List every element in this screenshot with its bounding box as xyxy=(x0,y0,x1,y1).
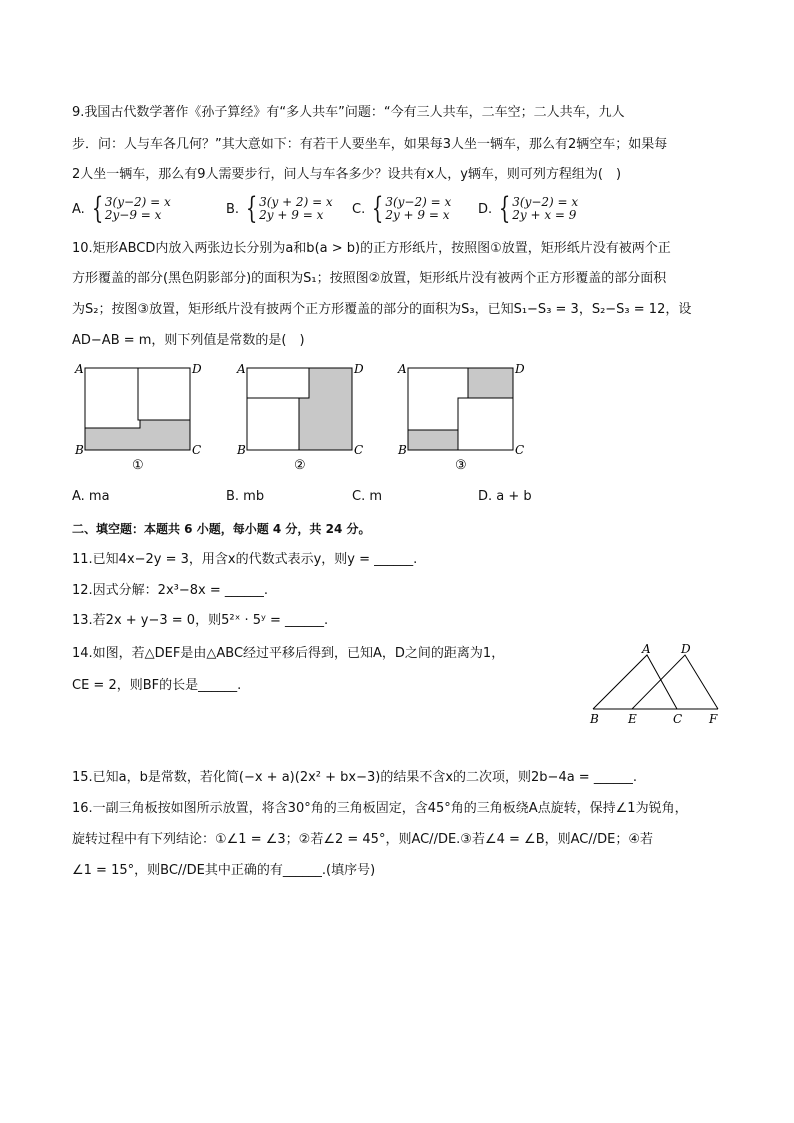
q15-text: 15.已知a，b是常数，若化简(−x + a)(2x² + bx−3)的结果不含x的二次项，则2b−4a = ______. xyxy=(72,770,637,785)
q12-text: 12.因式分解：2x³−8x = ______. xyxy=(72,583,268,598)
uncovered-top xyxy=(247,368,309,398)
q10-option-d[interactable]: D. a + b xyxy=(478,489,532,504)
square-b xyxy=(85,368,140,428)
label-b: B xyxy=(590,712,599,726)
label-f: F xyxy=(709,712,718,726)
equation-system xyxy=(385,196,451,222)
option-label: D. xyxy=(478,201,493,217)
square-b xyxy=(458,398,513,450)
label-a: A xyxy=(75,362,84,376)
triangle-abc xyxy=(593,655,677,709)
q10-line-1: 10.矩形ABCD内放入两张边长分别为a和b(a > b)的正方形纸片，按照图①放置，矩形纸片没有被两个正 xyxy=(72,241,671,256)
q16-line-3: ∠1 = 15°，则BC//DE其中正确的有______.(填序号) xyxy=(72,863,376,878)
option-label: A. xyxy=(72,201,85,217)
equation-1: 3(y−2) = x xyxy=(512,195,579,209)
section-heading: 二、填空题：本题共 6 小题，每小题 4 分，共 24 分。 xyxy=(72,522,371,536)
equation-1: 3(y−2) = x xyxy=(104,195,171,209)
option-label: B. xyxy=(226,201,240,217)
square-b xyxy=(247,398,299,450)
q14-line-1: 14.如图，若△DEF是由△ABC经过平移后得到，已知A，D之间的距离为1， xyxy=(72,646,505,661)
equation-system xyxy=(105,196,171,222)
label-a: A xyxy=(642,643,651,656)
q9-line-1: 9.我国古代数学著作《孙子算经》有“多人共车”问题：“今有三人共车，二车空；二人共车，九人 xyxy=(72,105,625,120)
q10-option-a[interactable]: A. ma xyxy=(72,489,110,504)
q16-line-2: 旋转过程中有下列结论：①∠1 = ∠3；②若∠2 = 45°，则AC//DE.③若∠4 = ∠B，则AC//DE；④若 xyxy=(72,832,653,847)
q10-line-3: 为S₂；按图③放置，矩形纸片没有披两个正方形覆盖的部分的面积为S₃，已知S₁−S₃ = 3，S₂−S₃ = 12，设 xyxy=(72,302,692,317)
q9-option-c[interactable] xyxy=(352,191,452,226)
equation-2: 2y + 9 = x xyxy=(385,208,450,222)
figure-1 xyxy=(74,362,202,473)
label-e: E xyxy=(628,712,637,726)
label-c: C xyxy=(515,443,525,457)
brace-icon: { xyxy=(245,191,258,226)
equation-1: 3(y + 2) = x xyxy=(259,195,333,209)
equation-system xyxy=(259,196,333,222)
q9-line-3: 2人坐一辆车，那么有9人需要步行，问人与车各多少？设共有x人，y辆车，则可列方程组为( ) xyxy=(72,167,622,182)
label-d: D xyxy=(515,362,525,376)
q16-line-1: 16.一副三角板按如图所示放置，将含30°角的三角板固定，含45°角的三角板绕A点旋转，保持∠1为锐角， xyxy=(72,801,688,816)
q9-line-2: 步．问：人与车各几何？”其大意如下：有若干人要坐车，如果每3人坐一辆车，那么有2辆空车；如果每 xyxy=(72,137,668,152)
label-d: D xyxy=(192,362,202,376)
q14-line-2: CE = 2，则BF的长是______. xyxy=(72,678,242,693)
q10-option-b[interactable]: B. mb xyxy=(226,489,265,504)
option-label: C. xyxy=(352,201,366,217)
shaded-top-right xyxy=(468,368,513,398)
triangle-def xyxy=(632,655,718,709)
q9-option-d[interactable] xyxy=(478,191,579,226)
label-a: A xyxy=(237,362,246,376)
q13-text: 13.若2x + y−3 = 0，则5²ˣ · 5ʸ = ______. xyxy=(72,613,329,628)
label-b: B xyxy=(75,443,84,457)
q10-line-4: AD−AB = m，则下列值是常数的是( ) xyxy=(72,333,305,348)
square-a xyxy=(138,368,190,420)
equation-1: 3(y−2) = x xyxy=(385,195,452,209)
label-c: C xyxy=(354,443,364,457)
q10-line-2: 方形覆盖的部分(黑色阴影部分)的面积为S₁；按照图②放置，矩形纸片没有被两个正方形覆盖的部分面积 xyxy=(72,271,667,286)
equation-2: 2y + x = 9 xyxy=(512,208,577,222)
q9-option-a[interactable] xyxy=(72,191,171,226)
equation-system xyxy=(512,196,578,222)
q11-text: 11.已知4x−2y = 3，用含x的代数式表示y，则y = ______. xyxy=(72,552,418,567)
figure-2 xyxy=(236,362,364,473)
equation-2: 2y + 9 = x xyxy=(259,208,324,222)
figure-caption: ③ xyxy=(455,458,467,473)
q10-option-c[interactable]: C. m xyxy=(352,489,383,504)
figure-caption: ② xyxy=(294,458,306,473)
q9-option-b[interactable] xyxy=(226,191,333,226)
label-c: C xyxy=(673,712,683,726)
equation-2: 2y−9 = x xyxy=(104,208,162,222)
brace-icon: { xyxy=(372,191,384,226)
shaded-bottom-left xyxy=(408,430,458,450)
label-c: C xyxy=(192,443,202,457)
q10-figures xyxy=(70,358,540,478)
label-d: D xyxy=(354,362,364,376)
figure-3 xyxy=(397,362,525,473)
q14-translation-figure xyxy=(585,643,725,728)
brace-icon: { xyxy=(91,191,104,226)
figure-caption: ① xyxy=(132,458,144,473)
brace-icon: { xyxy=(498,191,511,226)
label-b: B xyxy=(398,443,407,457)
label-b: B xyxy=(237,443,246,457)
label-a: A xyxy=(398,362,407,376)
label-d: D xyxy=(681,643,691,656)
